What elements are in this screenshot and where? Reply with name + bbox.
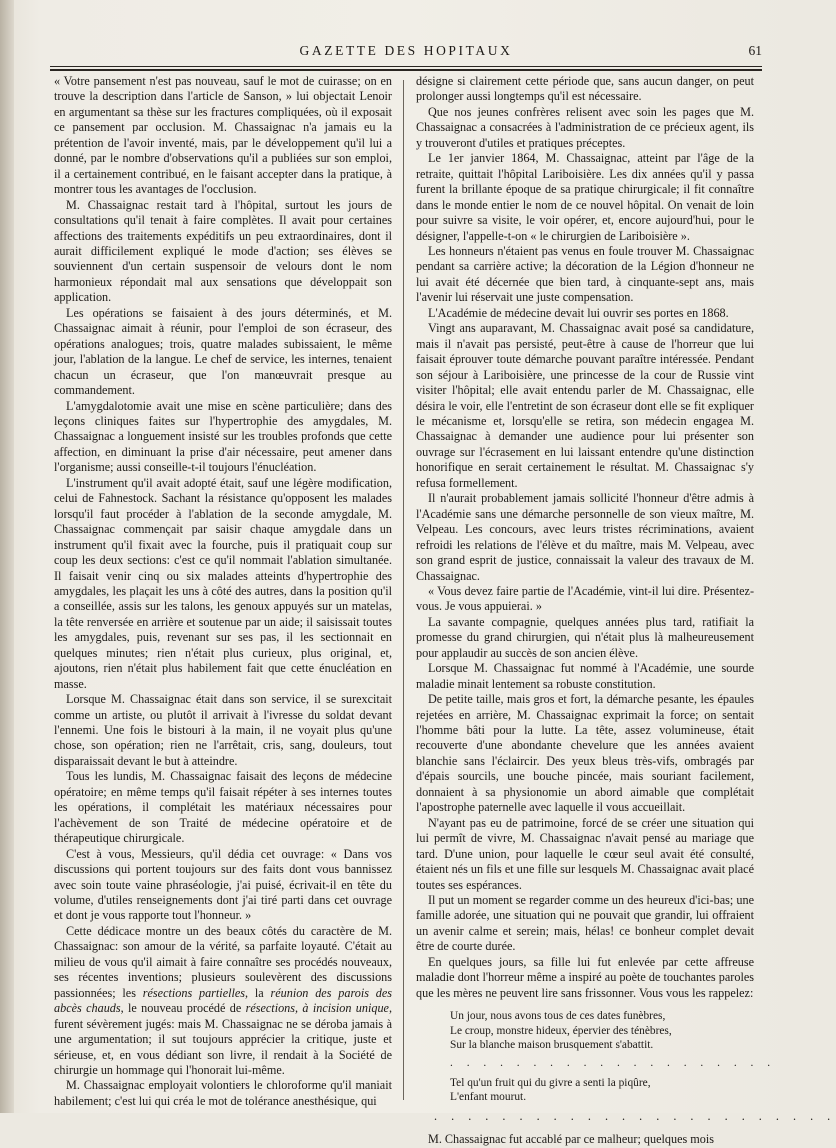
paragraph: M. Chassaignac fut accablé par ce malheur; quelques mois: [428, 1132, 714, 1147]
poem-line: Sur la blanche maison brusquement s'abattit.: [450, 1039, 654, 1052]
right-column: [416, 74, 836, 1147]
paragraph: Le 1er janvier 1864, M. Chassaignac, atteint par l'âge de la retraite, quittait l'hôpital Lariboisière. Les dix années qu'il y passa furent la brillante époque de sa pratique chirurgicale; il fit connaître dans le monde entier le nom de ce nouvel hôpital. On venait de loin pour suivre sa visite, le voir opérer, et, encore aujourd'hui, pour le désigner, l'appelle-t-on « le chirurgien de Lariboisière ».: [416, 151, 754, 243]
header-rule-thick: [50, 69, 762, 71]
page-number: 61: [748, 43, 762, 58]
binding-spine: [0, 0, 14, 1113]
paragraph: Les honneurs n'étaient pas venus en foule trouver M. Chassaignac pendant sa carrière active; la décoration de la Légion d'honneur ne lui avait été décernée que bien tard, à cinquante-sept ans, mais l'avenir lui réservait une juste compensation.: [416, 243, 754, 305]
paragraph: Lorsque M. Chassaignac fut nommé à l'Académie, une sourde maladie minait lentement sa robuste constitution.: [416, 661, 754, 691]
paragraph: « Votre pansement n'est pas nouveau, sauf le mot de cuirasse; on en trouve la description dans l'article de Sanson, » lui objectait Lenoir en argumentant sa thèse sur les fractures compliquées, où il exposait ce pansement par occlusion. M. Chassaignac n'a jamais eu la prétention de l'avoir inventé, mais, par le développement qu'il lui a donné, par le nombre d'observations qu'il a publiées sur son emploi, il a certainement contribué, en le faisant accepter dans la pratique, à montrer tous les avantages de l'occlusion.: [54, 74, 392, 197]
poem-line: Le croup, monstre hideux, épervier des ténèbres,: [450, 1024, 672, 1037]
running-title: GAZETTE DES HOPITAUX: [299, 43, 513, 58]
paragraph: [54, 924, 392, 1079]
paragraph-text: , la: [245, 985, 271, 1000]
poem-line: Un jour, nous avons tous de ces dates funèbres,: [450, 1010, 666, 1023]
paragraph: M. Chassaignac employait volontiers le chloroforme qu'il maniait habilement; c'est lui qui créa le mot de tolérance anesthésique, qui: [54, 1078, 392, 1108]
ellipsis-line: . . . . . . . . . . . . . . . . . . . .: [450, 1056, 776, 1069]
ellipsis-line: . . . . . . . . . . . . . . . . . . . . . . . .: [434, 1108, 836, 1123]
italic-term: résections, à incision unique: [245, 1001, 389, 1016]
paragraph: Les opérations se faisaient à des jours déterminés, et M. Chassaignac aimait à réunir, pour l'emploi de son écraseur, des opérations analogues; trois, quatre malades subissaient, le même jour, l'ablation de la langue. Le chef de service, les internes, tenaient chacun un écraseur, que l'on manœuvrait presque au commandement.: [54, 305, 392, 398]
page-header: [50, 40, 762, 64]
paragraph-text: , furent sévèrement jugés: mais M. Chassaignac ne se déroba jamais à une argumentation; il sut toujours apprécier la critique, juste et sérieuse, et, en vous dédiant son livre, il rendait à la Société de chirurgie un hommage qui l'honorait lui-même.: [54, 1001, 393, 1077]
paragraph: Tous les lundis, M. Chassaignac faisait des leçons de médecine opératoire; en même temps qu'il faisait répéter à ses internes toutes les opérations, il complétait les matériaux nécessaires pour l'achèvement de son Traité de médecine opératoire et de thérapeutique chirurgicale.: [54, 769, 392, 846]
paragraph: L'instrument qu'il avait adopté était, sauf une légère modification, celui de Fahnestock. Sachant la résistance qu'opposent les malades lorsqu'il faut procéder à l'ablation de la seconde amygdale, M. Chassaignac commençait par saisir chaque amygdale dans un instrument qu'il fixait avec la fourche, puis il pratiquait coup sur coup les deux sections: c'est ce qu'il nommait l'ablation simultanée. Il faisait venir cinq ou six malades atteints d'hypertrophie des amygdales, les plaçait les uns à côté des autres, dans la position qu'il a conseillée, assis sur les talons, les genoux appuyés sur un matelas, la tête renversée en arrière et soutenue par un aide; il saisissait toutes les amygdales, puis, revenant sur ses pas, il les sectionnait en quelques minutes; rien n'était plus curieux, plus original, et, ajoutons, rien n'était plus habilement fait que cette énucléation en masse.: [54, 475, 392, 691]
header-rule: [50, 66, 762, 67]
paragraph: Il n'aurait probablement jamais sollicité l'honneur d'être admis à l'Académie sans une démarche personnelle de son vieux maître, M. Velpeau. Les concours, avec leurs tristes récriminations, avaient refroidi les relations de l'élève et du maître, mais M. Velpeau, avec son grand esprit de justice, connaissait la valeur des travaux de M. Chassaignac.: [416, 491, 754, 583]
poem-line: Tel qu'un fruit qui du givre a senti la piqûre,: [450, 1076, 651, 1089]
paragraph: L'amygdalotomie avait une mise en scène particulière; dans des leçons cliniques faites sur l'hypertrophie des amygdales, M. Chassaignac a longuement insisté sur les troubles profonds que cette affection, en diminuant la prise d'air nécessaire, peut amener dans l'organisme; aussi conseille-t-il toujours l'énucléation.: [54, 398, 392, 475]
paragraph: Vingt ans auparavant, M. Chassaignac avait posé sa candidature, mais il n'avait pas persisté, peut-être à cause de l'horreur que lui faisait éprouver toute démarche pouvant paraître intéressée. Pendant son séjour à Lariboisière, une princesse de la cour de Russie vint visiter l'hôpital; elle avait entendu parler de M. Chassaignac, elle désira le voir, elle l'entretint de son écraseur dont elle se fit expliquer le mécanisme et, lorsqu'elle se retira, son médecin engagea M. Chassaignac à demander une audience pour lui présenter son ouvrage sur l'écrasement en lui laissant entendre qu'une distinction honorifique en serait certainement le résultat. M. Chassaignac s'y refusa formellement.: [416, 321, 754, 490]
paragraph-text: , le nouveau procédé de: [120, 1001, 246, 1016]
left-column: [54, 74, 393, 1108]
paragraph: L'Académie de médecine devait lui ouvrir ses portes en 1868.: [428, 305, 729, 320]
paragraph: Que nos jeunes confrères relisent avec soin les pages que M. Chassaignac a consacrées à l'administration de ce précieux agent, ils y trouveront d'utiles et pratiques préceptes.: [416, 104, 754, 150]
paragraph: Lorsque M. Chassaignac était dans son service, il se surexcitait comme un artiste, ou plutôt il arrivait à l'ivresse du soldat devant l'ennemi. Une fois le bistouri à la main, il ne voyait plus qu'une chose, son opération; rien ne l'arrêtait, cris, sang, douleurs, tout disparaissait devant le but à atteindre.: [54, 692, 392, 768]
paragraph: M. Chassaignac restait tard à l'hôpital, surtout les jours de consultations qu'il tenait à faire complètes. Il avait pour certaines affections des traitements expéditifs un peu extraordinaires, dont il aurait difficilement expliqué le mode d'action; ses élèves se souviennent d'un certain suspensoir de velours dont le nom harmonieux répondait mal aux sensations que développait son application.: [54, 197, 392, 305]
paragraph: Il put un moment se regarder comme un des heureux d'ici-bas; une famille adorée, une situation qui ne pouvait que grandir, lui offraient un avenir calme et serein; mais, hélas! ce bonheur complet devait être de courte durée.: [416, 893, 754, 954]
poem-line: L'enfant mourut.: [450, 1091, 527, 1104]
paragraph: désigne si clairement cette période que, sans aucun danger, on peut prolonger aussi longtemps qu'il est nécessaire.: [416, 74, 754, 104]
paragraph: C'est à vous, Messieurs, qu'il dédia cet ouvrage: « Dans vos discussions qui portent toujours sur des faits dont vous bannissez avec soin toute vaine phraséologie, j'ai puisé, écrivait-il en tête du volume, d'utiles renseignements dont j'ai tiré parti dans cet ouvrage et dont je vous rapporte tout l'honneur. »: [54, 846, 392, 923]
paragraph: La savante compagnie, quelques années plus tard, ratifiait la promesse du grand chirurgien, qui n'était plus là malheureusement pour applaudir au succès de son ancien élève.: [416, 614, 754, 660]
italic-term: réunion des parois des abcès chauds: [54, 985, 393, 1016]
paragraph: En quelques jours, sa fille lui fut enlevée par cette affreuse maladie dont l'horreur même a inspiré au poète de touchantes paroles que les mères ne peuvent lire sans frissonner. Vous vous les rappelez:: [416, 954, 754, 1000]
italic-term: résections partielles: [142, 985, 246, 1000]
paragraph-text: Cette dédicace montre un des beaux côtés du caractère de M. Chassaignac: son amour de la vérité, sa parfaite loyauté. C'était au milieu de vous qu'il aimait à faire connaître ses procédés nouveaux, ses récentes inventions; plusieurs soulevèrent des discussions passionnées; les: [54, 923, 392, 1000]
poem-quote: [450, 1009, 776, 1105]
paragraph: De petite taille, mais gros et fort, la démarche pesante, les épaules rejetées en arrière, M. Chassaignac exprimait la force; on sentait l'homme bâti pour la lutte. La tête, assez volumineuse, était recouverte d'une abondante chevelure que les années avaient blanchie sans l'éclaircir. Des yeux bleus très-vifs, ombragés par d'épais sourcils, une bouche pincée, mais souriant facilement, donnaient à sa physionomie un abord aimable que complétait l'apostrophe paternelle avec laquelle il vous accueillait.: [416, 692, 754, 815]
paragraph: « Vous devez faire partie de l'Académie, vint-il lui dire. Présentez-vous. Je vous appuierai. »: [416, 583, 754, 614]
paragraph: N'ayant pas eu de patrimoine, forcé de se créer une situation qui lui permît de vivre, M. Chassaignac n'avait pensé au mariage que tard. D'une union, pour laquelle le cœur seul avait été consulté, étaient nés un fils et une fille sur lesquels M. Chassaignac avait placé toutes ses espérances.: [416, 815, 754, 892]
column-divider: [403, 80, 404, 1100]
